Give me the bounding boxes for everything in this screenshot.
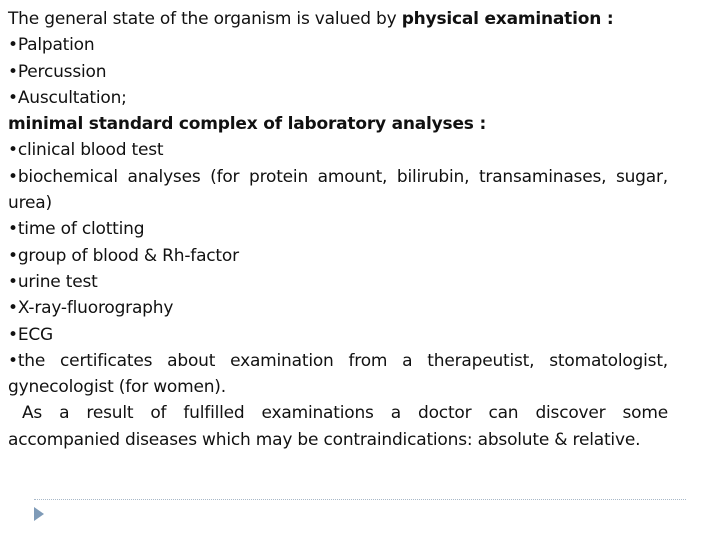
footer-divider [34, 499, 686, 500]
lab-item-xray: •X-ray-fluorography [8, 298, 174, 319]
lab-heading: minimal standard complex of laboratory analyses : [8, 114, 487, 135]
lab-item-biochemical: •biochemical analyses (for protein amount, bilirubin, transaminases, sugar, [8, 166, 668, 187]
lab-item-biochemical-continued: urea) [8, 193, 52, 214]
slide-body [8, 6, 668, 453]
exam-item-palpation: •Palpation [8, 35, 95, 56]
intro-bold-text: physical examination : [401, 9, 614, 29]
triangle-right-icon [34, 507, 44, 521]
conclusion-line-1: As a result of fulfilled examinations a doctor can discover some [22, 403, 668, 424]
lab-item-certificates: •the certificates about examination from a therapeutist, stomatologist, [8, 350, 668, 371]
lab-item-urine-test: •urine test [8, 271, 98, 292]
lab-item-certificates-continued: gynecologist (for women). [8, 377, 226, 398]
exam-item-auscultation: •Auscultation; [8, 87, 127, 108]
exam-item-percussion: •Percussion [8, 61, 107, 82]
conclusion-line-2: accompanied diseases which may be contraindications: absolute & relative. [8, 429, 641, 450]
lab-item-clotting: •time of clotting [8, 219, 145, 240]
intro-line [8, 6, 668, 32]
intro-text: The general state of the organism is valued by [8, 9, 402, 29]
lab-item-blood-group: •group of blood & Rh-factor [8, 245, 239, 266]
lab-item-blood-test: •clinical blood test [8, 140, 164, 161]
lab-item-ecg: •ECG [8, 324, 54, 345]
